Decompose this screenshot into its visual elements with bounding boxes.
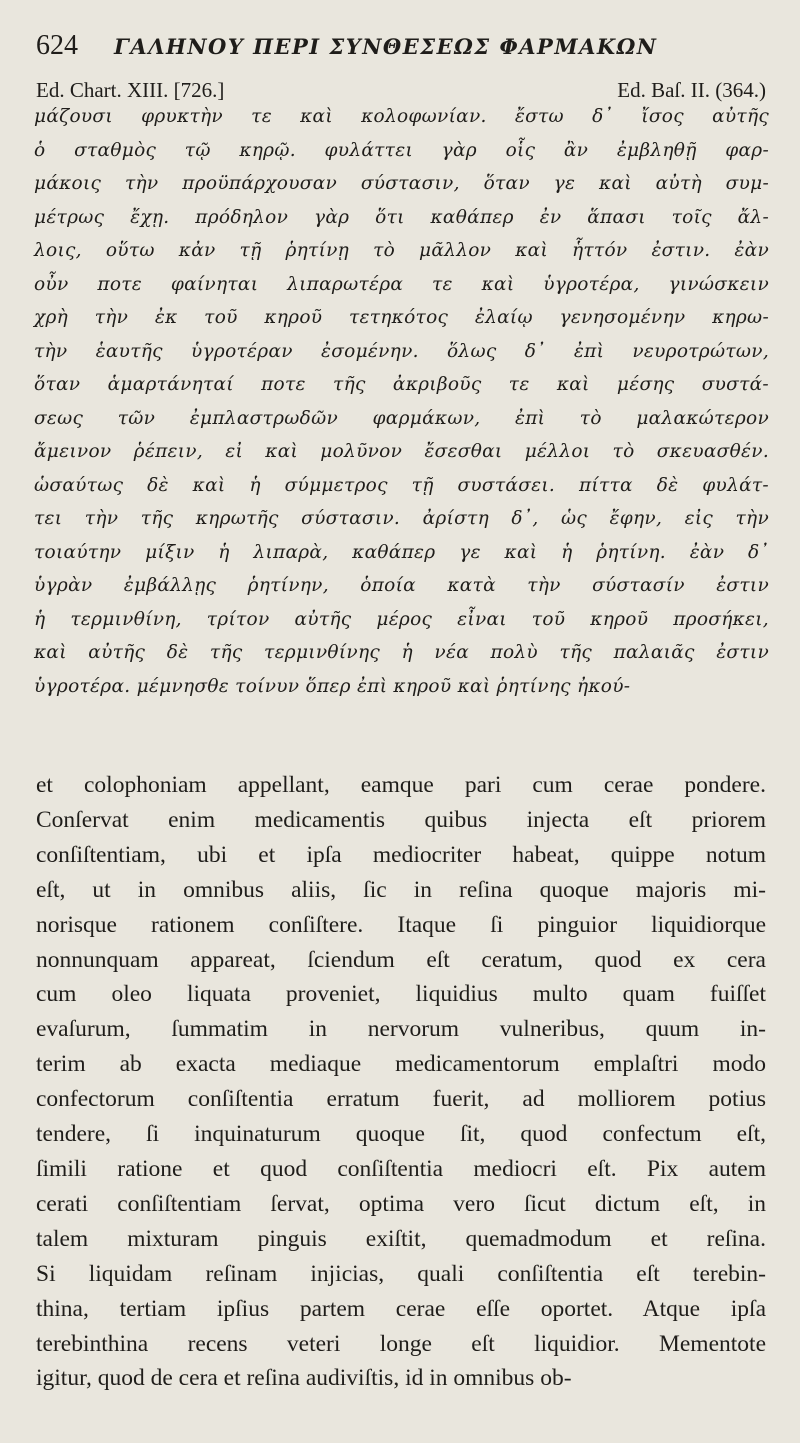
greek-text-line: χρὴ τὴν ἐκ τοῦ κηροῦ τετηκότος ἐλαίῳ γενησομένην κηρω- xyxy=(34,307,769,328)
greek-text-line: ὑγροτέρα. μέμνησθε τοίνυν ὅπερ ἐπὶ κηροῦ καὶ ῥητίνης ἠκού- xyxy=(34,675,631,697)
latin-text-line: igitur, quod de cera et reſina audiviſtis, id in omnibus ob- xyxy=(36,1365,572,1392)
greek-text-line: ὅταν ἁμαρτάνηταί ποτε τῆς ἀκριβοῦς τε καὶ μέσης συστά- xyxy=(34,374,769,395)
greek-text-line: ἄμεινον ῥέπειν, εἰ καὶ μολῦνον ἔσεσθαι μέλλοι τὸ σκευασθέν. xyxy=(34,441,769,462)
edition-left: Ed. Chart. XIII. [726.] xyxy=(36,78,225,102)
latin-text-line: nonnunquam appareat, ſciendum eſt ceratum, quod ex cera xyxy=(36,946,766,973)
latin-text-line: ſimili ratione et quod conſiſtentia mediocri eſt. Pix autem xyxy=(36,1155,766,1182)
edition-right: Ed. Baſ. II. (364.) xyxy=(617,78,766,102)
greek-text-block xyxy=(34,100,769,703)
latin-text-line: confectorum conſiſtentia erratum fuerit, ad molliorem potius xyxy=(36,1086,766,1113)
greek-text-line: ὑγρὰν ἐμβάλλῃς ῥητίνην, ὁποία κατὰ τὴν σύστασίν ἐστιν xyxy=(34,575,769,596)
latin-text-line: cum oleo liquata proveniet, liquidius multo quam fuiſſet xyxy=(36,981,766,1008)
latin-text-line: Conſervat enim medicamentis quibus injecta eſt priorem xyxy=(36,806,766,833)
greek-text-line: οὖν ποτε φαίνηται λιπαρωτέρα τε καὶ ὑγροτέρα, γινώσκειν xyxy=(34,273,769,295)
latin-text-line: terebinthina recens veteri longe eſt liquidior. Mementote xyxy=(36,1330,766,1357)
latin-text-line: et colophoniam appellant, eamque pari cum cerae pondere. xyxy=(36,772,766,798)
latin-text-line: conſiſtentiam, ubi et ipſa mediocriter habeat, quippe notum xyxy=(36,841,766,868)
page-header xyxy=(36,30,771,62)
latin-text-line: eſt, ut in omnibus aliis, ſic in reſina quoque majoris mi- xyxy=(36,876,766,903)
running-title: ΓΑΛΗΝΟΥ ΠΕΡΙ ΣΥΝΘΕΣΕΩΣ ΦΑΡΜΑΚΩΝ xyxy=(114,34,658,59)
latin-text-line: talem mixturam pinguis exiſtit, quemadmodum et reſina. xyxy=(36,1225,766,1252)
latin-text-line: evaſurum, ſummatim in nervorum vulneribus, quum in- xyxy=(36,1016,766,1043)
greek-text-line: λοις, οὕτω κἀν τῇ ῥητίνῃ τὸ μᾶλλον καὶ ἧττόν ἐστιν. ἐὰν xyxy=(34,240,769,261)
greek-text-line: ὡσαύτως δὲ καὶ ἡ σύμμετρος τῇ συστάσει. πίττα δὲ φυλάτ- xyxy=(34,474,769,496)
latin-text-line: terim ab exacta mediaque medicamentorum emplaſtri modo xyxy=(36,1051,766,1078)
page-number: 624 xyxy=(36,30,78,61)
greek-text-line: σεως τῶν ἐμπλαστρωδῶν φαρμάκων, ἐπὶ τὸ μαλακώτερον xyxy=(34,407,769,429)
greek-text-line: μάκοις τὴν προϋπάρχουσαν σύστασιν, ὅταν γε καὶ αὐτὴ συμ- xyxy=(34,173,769,194)
greek-text-line: μέτρως ἔχῃ. πρόδηλον γὰρ ὅτι καθάπερ ἐν ἅπασι τοῖς ἄλ- xyxy=(34,206,769,228)
latin-text-block xyxy=(36,768,766,1396)
latin-text-line: tendere, ſi inquinaturum quoque ſit, quod confectum eſt, xyxy=(36,1121,766,1148)
greek-text-line: τὴν ἑαυτῆς ὑγροτέραν ἐσομένην. ὅλως δ᾽ ἐπὶ νευροτρώτων, xyxy=(34,340,769,362)
latin-text-line: norisque rationem conſiſtere. Itaque ſi pinguior liquidiorque xyxy=(36,911,766,938)
latin-text-line: Si liquidam reſinam injicias, quali conſiſtentia eſt terebin- xyxy=(36,1260,766,1287)
greek-text-line: ἡ τερμινθίνη, τρίτον αὐτῆς μέρος εἶναι τοῦ κηροῦ προσήκει, xyxy=(34,608,769,630)
greek-text-line: ὁ σταθμὸς τῷ κηρῷ. φυλάττει γὰρ οἷς ἂν ἐμβληθῇ φαρ- xyxy=(34,139,769,161)
latin-text-line: thina, tertiam ipſius partem cerae eſſe oportet. Atque ipſa xyxy=(36,1295,766,1322)
greek-text-line: τει τὴν τῆς κηρωτῆς σύστασιν. ἀρίστη δ᾽, ὡς ἔφην, εἰς τὴν xyxy=(34,508,769,529)
greek-text-line: τοιαύτην μίξιν ἡ λιπαρὰ, καθάπερ γε καὶ ἡ ῥητίνη. ἐὰν δ᾽ xyxy=(34,541,769,563)
greek-text-line: καὶ αὐτῆς δὲ τῆς τερμινθίνης ἡ νέα πολὺ τῆς παλαιᾶς ἐστιν xyxy=(34,642,769,663)
greek-text-line: μάζουσι φρυκτὴν τε καὶ κολοφωνίαν. ἔστω δ᾽ ἴσος αὐτῆς xyxy=(34,106,769,127)
latin-text-line: cerati conſiſtentiam ſervat, optima vero ſicut dictum eſt, in xyxy=(36,1190,766,1217)
